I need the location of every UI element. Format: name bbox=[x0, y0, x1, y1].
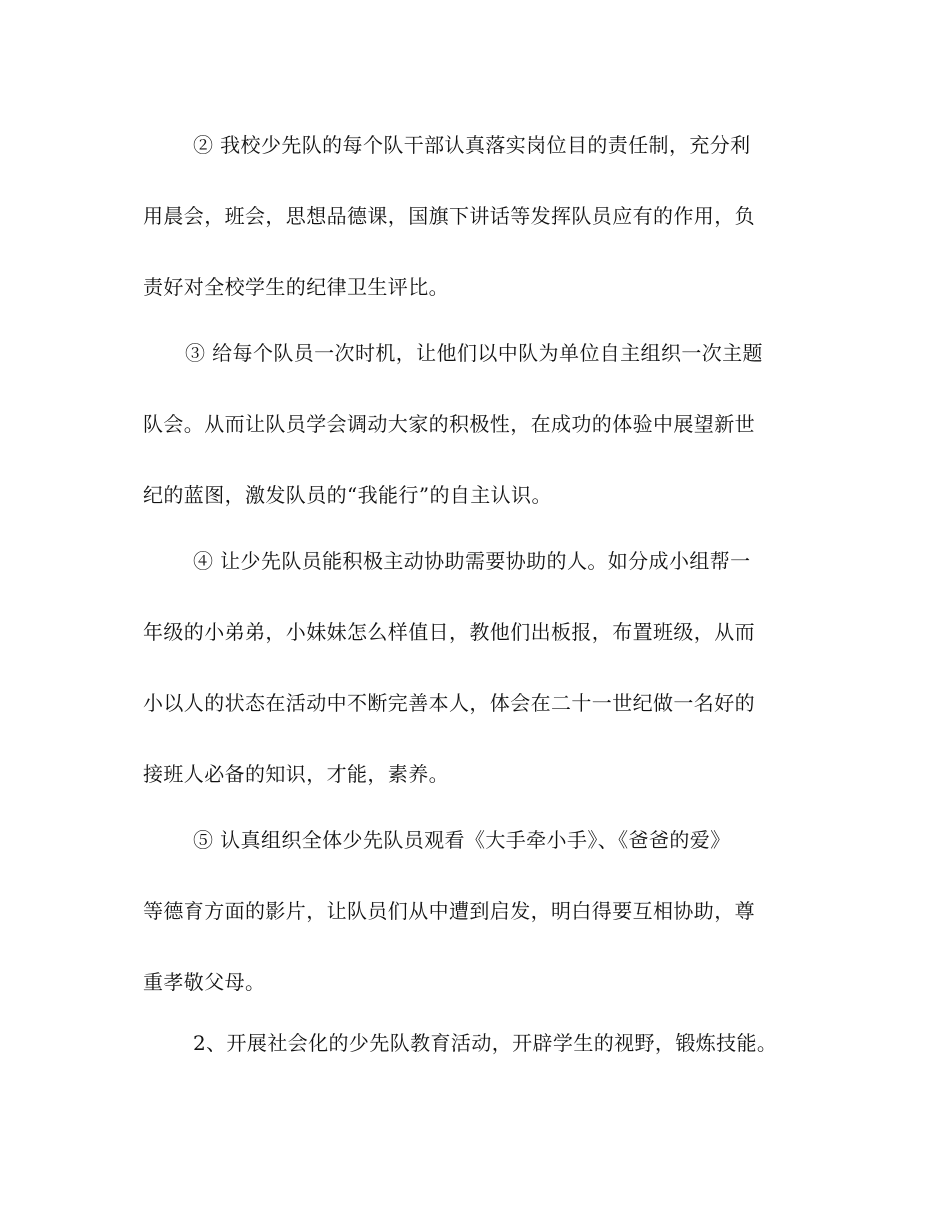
paragraph-line: 纪的蓝图，激发队员的“我能行”的自主认识。 bbox=[143, 483, 552, 507]
paragraph-line: 等德育方面的影片，让队员们从中遭到启发，明白得要互相协助，尊 bbox=[143, 899, 755, 923]
paragraph-line: ⑤ 认真组织全体少先队员观看《大手牵小手》、《爸爸的爱》 bbox=[193, 828, 731, 852]
paragraph-line: 接班人必备的知识，才能，素养。 bbox=[143, 762, 449, 786]
paragraph-line: 用晨会，班会，思想品德课，国旗下讲话等发挥队员应有的作用，负 bbox=[143, 204, 755, 228]
paragraph-line: ③ 给每个队员一次时机，让他们以中队为单位自主组织一次主题 bbox=[185, 341, 763, 365]
paragraph-line: 队会。从而让队员学会调动大家的积极性，在成功的体验中展望新世 bbox=[143, 412, 755, 436]
paragraph-line: 重孝敬父母。 bbox=[143, 970, 266, 994]
paragraph-line: ④ 让少先队员能积极主动协助需要协助的人。如分成小组帮一 bbox=[193, 549, 751, 573]
paragraph-line: ② 我校少先队的每个队干部认真落实岗位目的责任制，充分利 bbox=[193, 133, 751, 157]
paragraph-line: 责好对全校学生的纪律卫生评比。 bbox=[143, 275, 449, 299]
paragraph-line: 2、开展社会化的少先队教育活动，开辟学生的视野，锻炼技能。 bbox=[193, 1031, 778, 1055]
paragraph-line: 年级的小弟弟，小妹妹怎么样值日，教他们出板报，布置班级，从而 bbox=[143, 620, 755, 644]
paragraph-line: 小以人的状态在活动中不断完善本人，体会在二十一世纪做一名好的 bbox=[143, 691, 755, 715]
